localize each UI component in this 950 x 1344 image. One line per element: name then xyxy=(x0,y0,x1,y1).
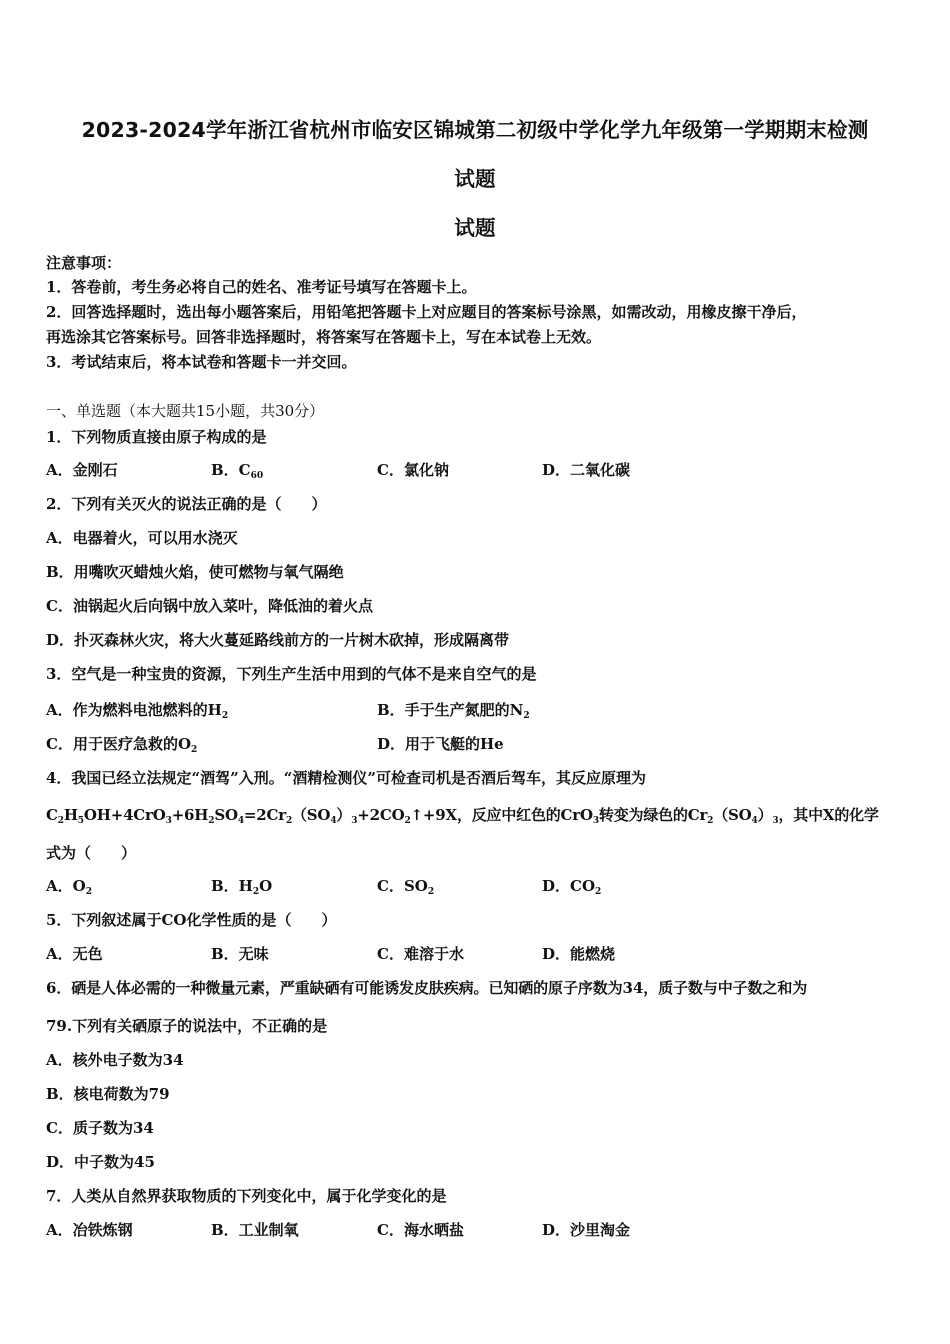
question-5-stem: 5．下列叙述属于CO化学性质的是（ ） xyxy=(46,911,337,929)
q4-option-d: D．$CO_2$ xyxy=(542,877,602,897)
q3-option-a: A．作为燃料电池燃料的$H_2$ xyxy=(46,701,229,721)
q5-option-c: C．难溶于水 xyxy=(377,945,464,963)
section-heading: 一、单选题（本大题共15小题，共30分） xyxy=(46,402,325,420)
q4-reaction-equation: $C_2H_5OH+4CrO_3+6H_2SO_4=2Cr_2(SO_4)_3+2CO_2↑+9X$，反应中红色的CrO$_3$转变为绿色的$Cr_2(SO_4)_3$，其中X的化学 xyxy=(46,806,879,826)
question-2-stem: 2．下列有关灭火的说法正确的是（ ） xyxy=(46,495,327,513)
q5-option-a: A．无色 xyxy=(46,945,103,963)
q4-option-a: A．$O_2$ xyxy=(46,877,92,897)
exam-subtitle: 试题 xyxy=(454,216,496,240)
q4-option-b: B．$H_2O$ xyxy=(211,877,273,897)
q6-option-d: D．中子数为45 xyxy=(46,1153,155,1171)
q1-option-c: C．氯化钠 xyxy=(377,461,449,479)
q1-option-d: D．二氧化碳 xyxy=(542,461,631,479)
q1-option-b: B．$C_{60}$ xyxy=(211,461,264,481)
q7-option-c: C．海水晒盐 xyxy=(377,1221,464,1239)
notice-item: 1．答卷前，考生务必将自己的姓名、准考证号填写在答题卡上。 xyxy=(46,278,477,296)
question-4-stem: 4．我国已经立法规定“酒驾”入刑。“酒精检测仪”可检查司机是否酒后驾车，其反应原理为 xyxy=(46,769,646,787)
question-7-stem: 7．人类从自然界获取物质的下列变化中，属于化学变化的是 xyxy=(46,1187,447,1205)
notice-item: 再选涂其它答案标号。回答非选择题时，将答案写在答题卡上，写在本试卷上无效。 xyxy=(46,328,602,346)
q7-option-a: A．冶铁炼钢 xyxy=(46,1221,133,1239)
question-6-stem: 6．硒是人体必需的一种微量元素，严重缺硒有可能诱发皮肤疾病。已知硒的原子序数为34，质子数与中子数之和为 xyxy=(46,979,808,997)
notice-item: 2．回答选择题时，选出每小题答案后，用铅笔把答题卡上对应题目的答案标号涂黑，如需改动，用橡皮擦干净后， xyxy=(46,303,807,321)
q4-option-c: C．$SO_2$ xyxy=(377,877,435,897)
notice-heading: 注意事项： xyxy=(46,254,122,272)
exam-title: 2023-2024学年浙江省杭州市临安区锦城第二初级中学化学九年级第一学期期末检测 xyxy=(81,118,869,142)
q6-option-a: A．核外电子数为34 xyxy=(46,1051,184,1069)
q4-stem-end: 式为（ ） xyxy=(46,844,137,862)
q1-option-a: A．金刚石 xyxy=(46,461,118,479)
question-3-stem: 3．空气是一种宝贵的资源，下列生产生活中用到的气体不是来自空气的是 xyxy=(46,665,537,683)
q6-option-b: B．核电荷数为79 xyxy=(46,1085,170,1103)
question-6-stem-cont: 79.下列有关硒原子的说法中，不正确的是 xyxy=(46,1017,328,1035)
q2-option-b: B．用嘴吹灭蜡烛火焰，使可燃物与氧气隔绝 xyxy=(46,563,344,581)
notice-item: 3．考试结束后，将本试卷和答题卡一并交回。 xyxy=(46,353,357,371)
q2-option-c: C．油锅起火后向锅中放入菜叶，降低油的着火点 xyxy=(46,597,373,615)
q5-option-d: D．能燃烧 xyxy=(542,945,616,963)
q2-option-a: A．电器着火，可以用水浇灭 xyxy=(46,529,238,547)
q3-option-b: B．手于生产氮肥的$N_2$ xyxy=(377,701,530,721)
q7-option-b: B．工业制氧 xyxy=(211,1221,299,1239)
q3-option-c: C．用于医疗急救的$O_2$ xyxy=(46,735,198,755)
q6-option-c: C．质子数为34 xyxy=(46,1119,154,1137)
q2-option-d: D．扑灭森林火灾，将大火蔓延路线前方的一片树木砍掉，形成隔离带 xyxy=(46,631,510,649)
question-1-stem: 1．下列物质直接由原子构成的是 xyxy=(46,428,267,446)
q7-option-d: D．沙里淘金 xyxy=(542,1221,631,1239)
q3-option-d: D．用于飞艇的He xyxy=(377,735,504,753)
exam-title-line2: 试题 xyxy=(454,167,496,191)
q5-option-b: B．无味 xyxy=(211,945,269,963)
